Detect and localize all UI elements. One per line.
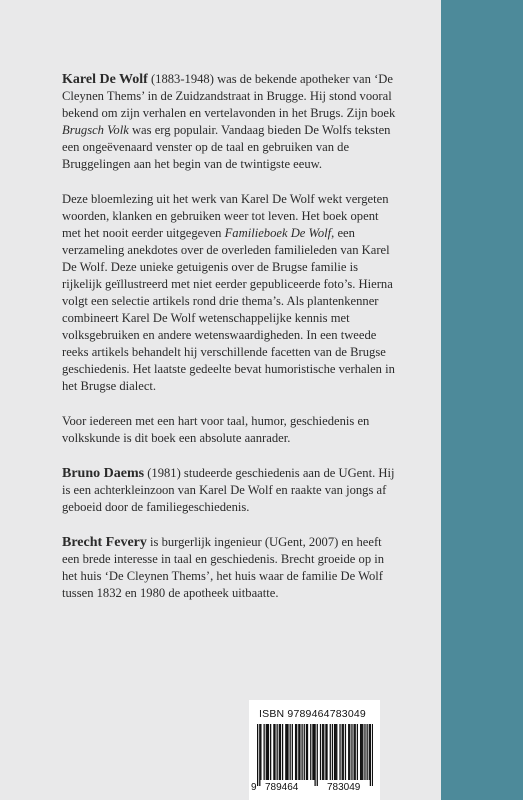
barcode-bar [326, 724, 327, 780]
barcode-bar [257, 724, 258, 786]
barcode-bar [292, 724, 293, 780]
barcode-bar [361, 724, 362, 780]
editor-bio-fevery: Brecht Fevery is burgerlijk ingenieur (UGent, 2007) en heeft een brede interesse in taal en geschiedenis. Brecht groeide op in het huis ‘De Cleynen Thems’, het huis waar de familie De Wolf tussen 1832 en 1980 de apotheek uitbaatte. [62, 535, 385, 600]
barcode-bar [299, 724, 300, 780]
barcode-bar [370, 724, 371, 786]
barcode-bar [334, 724, 335, 780]
barcode-bar [266, 724, 267, 780]
barcode-bar [260, 724, 261, 780]
barcode-bar [323, 724, 324, 780]
barcode-bars [257, 724, 373, 786]
barcode-bar [364, 724, 365, 780]
barcode-bar [286, 724, 287, 780]
barcode-bar [336, 724, 337, 780]
blurb-text [62, 71, 398, 620]
barcode-bar [287, 724, 288, 780]
barcode-bar [304, 724, 305, 780]
barcode-bar [332, 724, 333, 780]
barcode-bar [317, 724, 318, 786]
barcode-bar [277, 724, 278, 780]
barcode-bar [320, 724, 321, 780]
barcode-bar [282, 724, 283, 780]
barcode-bar [280, 724, 281, 780]
barcode-bar [313, 724, 314, 780]
barcode-bar [345, 724, 346, 780]
barcode-bar [270, 724, 271, 780]
author-name: Karel De Wolf [62, 72, 148, 87]
barcode-bar [295, 724, 296, 780]
cover-edge-band [441, 0, 523, 800]
barcode-box: ISBN 9789464783049 9 789464 783049 [249, 700, 380, 800]
content-paragraph: Deze bloemlezing uit het werk van Karel De Wolf wekt vergeten woorden, klanken en gebruiken weer tot leven. Het boek opent met het nooit eerder uitgegeven Familieboek De Wolf, een verzameling anekdotes over de overleden familieleden van Karel De Wolf. Deze unieke getuigenis over de Brugse familie is rijkelijk geïllustreerd met niet eerder gepubliceerde foto’s. Hierna volgt een selectie artikels rond drie thema’s. Als plantenkenner combineert Karel De Wolf wetenschappelijke kennis met volksgebruiken en andere wetenswaardigheden. In een tweede reeks artikels behandelt hij verschillende facetten van de Brugse geschiedenis. Het laatste gedeelte bevat humoristische verhalen in het Brugse dialect. [62, 192, 395, 393]
barcode-bar [314, 724, 315, 786]
barcode-bar [279, 724, 280, 780]
barcode-bar [273, 724, 274, 780]
barcode-bar [372, 724, 373, 786]
barcode-bar [310, 724, 311, 780]
barcode-bar [274, 724, 275, 780]
barcode-bar [357, 724, 358, 780]
barcode-bar [355, 724, 356, 780]
barcode-bar [330, 724, 331, 780]
barcode-bar [268, 724, 269, 780]
barcode-bar [367, 724, 368, 780]
barcode-bar [296, 724, 297, 780]
barcode-bar [351, 724, 352, 780]
barcode-bar [369, 724, 370, 780]
isbn-label: ISBN 9789464783049 [259, 708, 366, 720]
barcode-bar [339, 724, 340, 780]
intro-paragraph: Karel De Wolf (1883-1948) was de bekende apotheker van ‘De Cleynen Thems’ in de Zuidzandstraat in Brugge. Hij stond vooral bekend om zijn verhalen en vertelavonden in het Brugs. Zijn boek Brugsch Volk was erg populair. Vandaag bieden De Wolfs teksten een ongeëvenaard venster op de taal en gebruiken van de Bruggelingen aan het begin van de twintigste eeuw. [62, 72, 396, 171]
barcode-bar [264, 724, 265, 780]
barcode-bar [362, 724, 363, 780]
editor-bio-daems: Bruno Daems (1981) studeerde geschiedenis aan de UGent. Hij is een achterkleinzoon van Karel De Wolf en raakte van jongs af geboeid door de familiegeschiedenis. [62, 466, 395, 514]
barcode-bar [349, 724, 350, 780]
barcode-bar [290, 724, 291, 780]
barcode-bar [307, 724, 308, 780]
barcode-bar [301, 724, 302, 780]
recommendation-paragraph: Voor iedereen met een hart voor taal, humor, geschiedenis en volkskunde is dit boek een absolute aanrader. [62, 414, 370, 445]
barcode-bar [343, 724, 344, 780]
